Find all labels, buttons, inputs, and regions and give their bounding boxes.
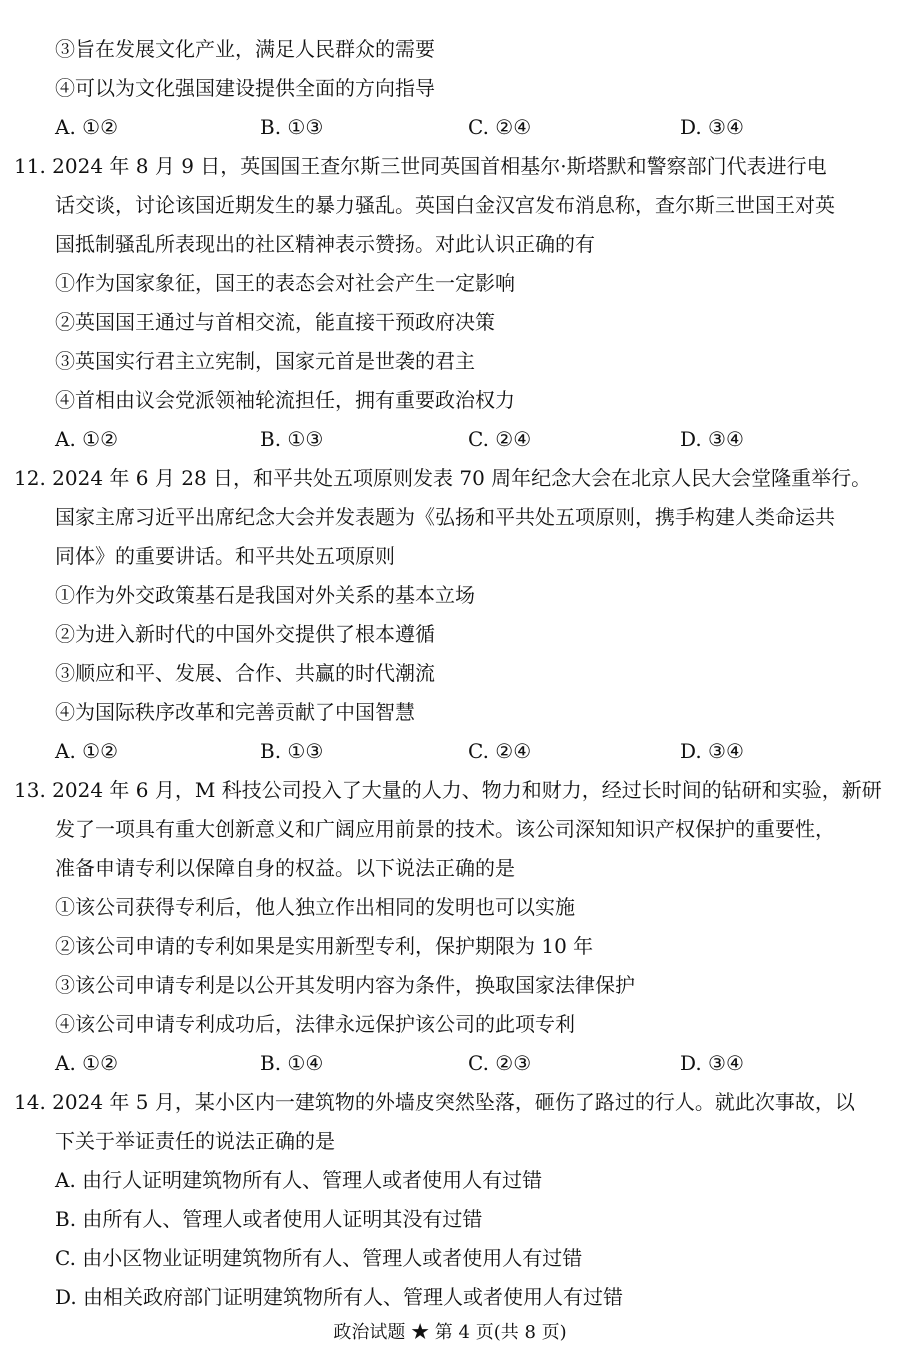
- question-14-stem: 下关于举证责任的说法正确的是: [55, 1129, 335, 1153]
- question-11-stem: 国抵制骚乱所表现出的社区精神表示赞扬。对此认识正确的有: [55, 232, 595, 256]
- option-b[interactable]: B. ①③: [260, 427, 324, 451]
- options-row: [55, 738, 815, 764]
- question-12-stem: 同体》的重要讲话。和平共处五项原则: [55, 544, 395, 568]
- question-12-stem: 12. 2024 年 6 月 28 日，和平共处五项原则发表 70 周年纪念大会在北京人民大会堂隆重举行。: [14, 466, 872, 490]
- option-a[interactable]: A. ①②: [55, 115, 119, 139]
- item-line: ②该公司申请的专利如果是实用新型专利，保护期限为 10 年: [55, 934, 594, 958]
- option-c[interactable]: C. ②④: [468, 739, 532, 763]
- option-c[interactable]: C. ②③: [468, 1051, 532, 1075]
- option-b[interactable]: B. ①④: [260, 1051, 324, 1075]
- item-line: ③该公司申请专利是以公开其发明内容为条件，换取国家法律保护: [55, 973, 635, 997]
- question-13-stem: 发了一项具有重大创新意义和广阔应用前景的技术。该公司深知知识产权保护的重要性，: [55, 817, 835, 841]
- options-row: [55, 114, 815, 140]
- question-12-stem: 国家主席习近平出席纪念大会并发表题为《弘扬和平共处五项原则，携手构建人类命运共: [55, 505, 835, 529]
- item-line: ③旨在发展文化产业，满足人民群众的需要: [55, 37, 435, 61]
- item-line: ④可以为文化强国建设提供全面的方向指导: [55, 76, 435, 100]
- item-line: ②英国国王通过与首相交流，能直接干预政府决策: [55, 310, 495, 334]
- item-line: ④该公司申请专利成功后，法律永远保护该公司的此项专利: [55, 1012, 575, 1036]
- option-d[interactable]: D. 由相关政府部门证明建筑物所有人、管理人或者使用人有过错: [55, 1285, 624, 1309]
- option-b[interactable]: B. 由所有人、管理人或者使用人证明其没有过错: [55, 1207, 483, 1231]
- option-c[interactable]: C. ②④: [468, 115, 532, 139]
- option-d[interactable]: D. ③④: [680, 739, 744, 763]
- option-c[interactable]: C. 由小区物业证明建筑物所有人、管理人或者使用人有过错: [55, 1246, 583, 1270]
- option-b[interactable]: B. ①③: [260, 115, 324, 139]
- item-line: ①该公司获得专利后，他人独立作出相同的发明也可以实施: [55, 895, 575, 919]
- option-d[interactable]: D. ③④: [680, 427, 744, 451]
- option-a[interactable]: A. 由行人证明建筑物所有人、管理人或者使用人有过错: [55, 1168, 543, 1192]
- question-11-stem: 话交谈，讨论该国近期发生的暴力骚乱。英国白金汉宫发布消息称，查尔斯三世国王对英: [55, 193, 835, 217]
- item-line: ②为进入新时代的中国外交提供了根本遵循: [55, 622, 435, 646]
- item-line: ④为国际秩序改革和完善贡献了中国智慧: [55, 700, 415, 724]
- option-a[interactable]: A. ①②: [55, 739, 119, 763]
- option-b[interactable]: B. ①③: [260, 739, 324, 763]
- item-line: ①作为国家象征，国王的表态会对社会产生一定影响: [55, 271, 515, 295]
- option-d[interactable]: D. ③④: [680, 115, 744, 139]
- item-line: ①作为外交政策基石是我国对外关系的基本立场: [55, 583, 475, 607]
- item-line: ③顺应和平、发展、合作、共赢的时代潮流: [55, 661, 435, 685]
- page-footer: 政治试题 ★ 第 4 页(共 8 页): [333, 1322, 567, 1343]
- item-line: ③英国实行君主立宪制，国家元首是世袭的君主: [55, 349, 475, 373]
- option-d[interactable]: D. ③④: [680, 1051, 744, 1075]
- item-line: ④首相由议会党派领袖轮流担任，拥有重要政治权力: [55, 388, 515, 412]
- option-a[interactable]: A. ①②: [55, 1051, 119, 1075]
- options-row: [55, 426, 815, 452]
- question-13-stem: 准备申请专利以保障自身的权益。以下说法正确的是: [55, 856, 515, 880]
- question-11-stem: 11. 2024 年 8 月 9 日，英国国王查尔斯三世同英国首相基尔·斯塔默和警察部门代表进行电: [14, 154, 827, 178]
- option-c[interactable]: C. ②④: [468, 427, 532, 451]
- options-row: [55, 1050, 815, 1076]
- question-14-stem: 14. 2024 年 5 月，某小区内一建筑物的外墙皮突然坠落，砸伤了路过的行人。就此次事故，以: [14, 1090, 855, 1114]
- question-13-stem: 13. 2024 年 6 月，M 科技公司投入了大量的人力、物力和财力，经过长时间的钻研和实验，新研: [14, 778, 882, 802]
- option-a[interactable]: A. ①②: [55, 427, 119, 451]
